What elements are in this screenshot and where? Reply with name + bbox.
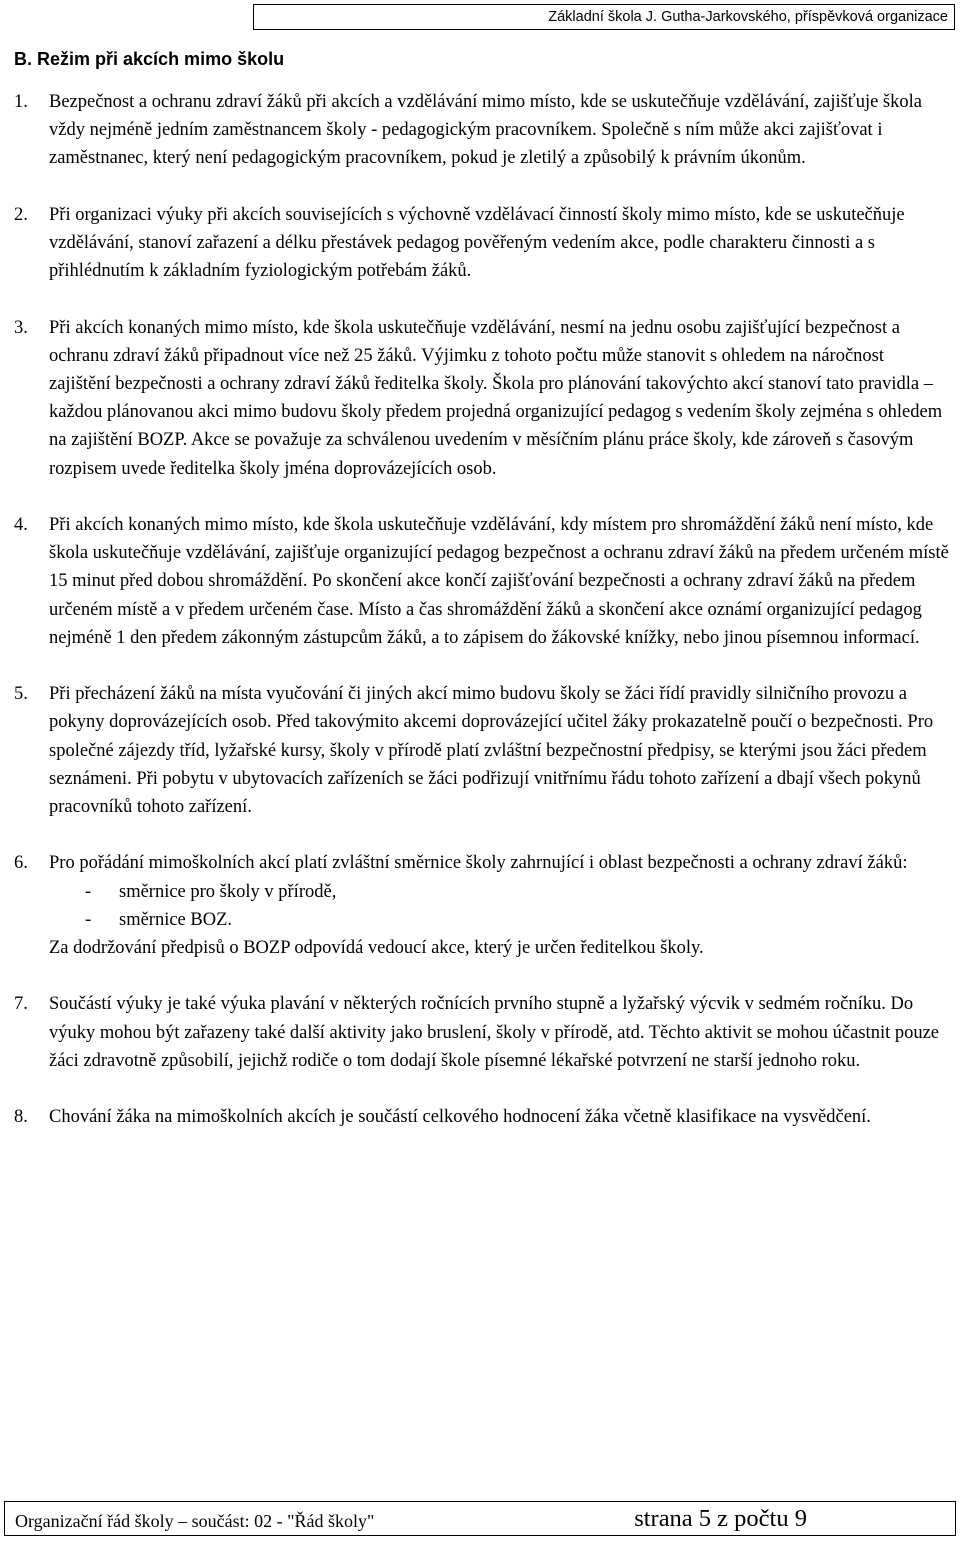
organization-name: Základní škola J. Gutha-Jarkovského, příspěvková organizace <box>548 9 948 25</box>
item-text: Pro pořádání mimoškolních akcí platí zvláštní směrnice školy zahrnující i oblast bezpečnosti a ochrany zdraví žáků: <box>49 853 908 874</box>
sub-list-dash: - <box>85 881 92 902</box>
sub-list-item <box>49 878 950 906</box>
sub-list <box>49 878 950 934</box>
list-item <box>0 849 960 962</box>
sub-list-item <box>49 906 950 934</box>
item-text: Bezpečnost a ochranu zdraví žáků při akcích a vzdělávání mimo místo, kde se uskutečňuje vzdělávání, zajišťuje škola vždy nejméně jedním zaměstnancem školy - pedagogickým pracovníkem. Společně s ním může akci zajišťovat i zaměstnanec, který není pedagogickým pracovníkem, pokud je zletilý a způsobilý k právním úkonům. <box>49 92 922 169</box>
item-text: Při přecházení žáků na místa vyučování či jiných akcí mimo budovu školy se žáci řídí pravidly silničního provozu a pokyny doprovázejících osob. Před takovýmito akcemi doprovázející učitel žáky prokazatelně poučí o bezpečnosti. Pro společné zájezdy tříd, lyžařské kursy, školy v přírodě platí zvláštní bezpečnostní předpisy, se kterými jsou žáci předem seznámeni. Při pobytu v ubytovacích zařízeních se žáci podřizují vnitřnímu řádu tohoto zařízení a dbají všech pokynů pracovníků tohoto zařízení. <box>49 684 934 818</box>
footer-box <box>4 1501 956 1536</box>
rules-list <box>0 88 960 1160</box>
footer-document-name: Organizační řád školy – součást: 02 - "Řád školy" <box>15 1511 375 1531</box>
list-item <box>0 990 960 1075</box>
sub-list-text: směrnice pro školy v přírodě, <box>119 881 337 902</box>
item-number: 7. <box>14 994 28 1015</box>
list-item <box>0 201 960 286</box>
item-text: Při akcích konaných mimo místo, kde škola uskutečňuje vzdělávání, kdy místem pro shromáždění žáků není místo, kde škola uskutečňuje vzdělávání, zajišťuje organizující pedagog bezpečnost a ochranu zdraví žáků na předem určeném místě 15 minut před dobou shromáždění. Po skončení akce končí zajišťování bezpečnosti a ochrany zdraví žáků na předem určeném místě a v předem určeném čase. Místo a čas shromáždění žáků a skončení akce oznámí organizující pedagog nejméně 1 den předem zákonným zástupcům žáků, a to zápisem do žákovské knížky, nebo jinou písemnou informací. <box>49 515 949 648</box>
list-item <box>0 1103 960 1131</box>
item-text: Při akcích konaných mimo místo, kde škola uskutečňuje vzdělávání, nesmí na jednu osobu zajišťující bezpečnost a ochranu zdraví žáků připadnout více než 25 žáků. Výjimku z tohoto počtu může stanovit s ohledem na náročnost zajištění bezpečnosti a ochrany zdraví žáků ředitelka školy. Škola pro plánování takovýchto akcí stanoví tato pravidla – každou plánovanou akci mimo budovu školy předem projedná organizující pedagog s vedením školy zejména s ohledem na zajištění BOZP. Akce se považuje za schválenou uvedením v měsíčním plánu práce školy, kde zároveň s časovým rozpisem uvede ředitelka školy jména doprovázejících osob. <box>49 317 943 479</box>
list-item <box>0 680 960 821</box>
section-title: B. Režim při akcích mimo školu <box>14 49 285 69</box>
item-number: 1. <box>14 92 28 112</box>
item-number: 3. <box>14 317 28 338</box>
item-text: Při organizaci výuky při akcích souvisejících s výchovně vzdělávací činností školy mimo místo, kde se uskutečňuje vzdělávání, stanoví zařazení a délku přestávek pedagog pověřeným vedením akce, podle charakteru činnosti a s přihlédnutím k základním fyziologickým potřebám žáků. <box>49 204 905 282</box>
item-number: 5. <box>14 684 28 705</box>
sub-list-dash: - <box>85 909 92 930</box>
list-item <box>0 88 960 173</box>
list-item <box>0 314 960 483</box>
sub-list-text: směrnice BOZ. <box>119 909 233 930</box>
item-text: Součástí výuky je také výuka plavání v některých ročnících prvního stupně a lyžařský výcvik v sedmém ročníku. Do výuky mohou být zařazeny také další aktivity jako bruslení, školy v přírodě, atd. Těchto aktivit se mohou účastnit pouze žáci zdravotně způsobilí, jejichž rodiče o tom dodají škole písemné lékařské potvrzení ne starší jednoho roku. <box>49 994 940 1071</box>
item-number: 4. <box>14 515 28 535</box>
item-text-after: Za dodržování předpisů o BOZP odpovídá vedoucí akce, který je určen ředitelkou školy. <box>49 938 704 959</box>
item-number: 6. <box>14 853 28 874</box>
item-number: 8. <box>14 1107 28 1128</box>
list-item <box>0 511 960 652</box>
item-text: Chování žáka na mimoškolních akcích je součástí celkového hodnocení žáka včetně klasifikace na vysvědčení. <box>49 1107 871 1128</box>
header-box <box>253 4 955 30</box>
item-number: 2. <box>14 204 28 225</box>
footer-page-number: strana 5 z počtu 9 <box>634 1505 807 1532</box>
